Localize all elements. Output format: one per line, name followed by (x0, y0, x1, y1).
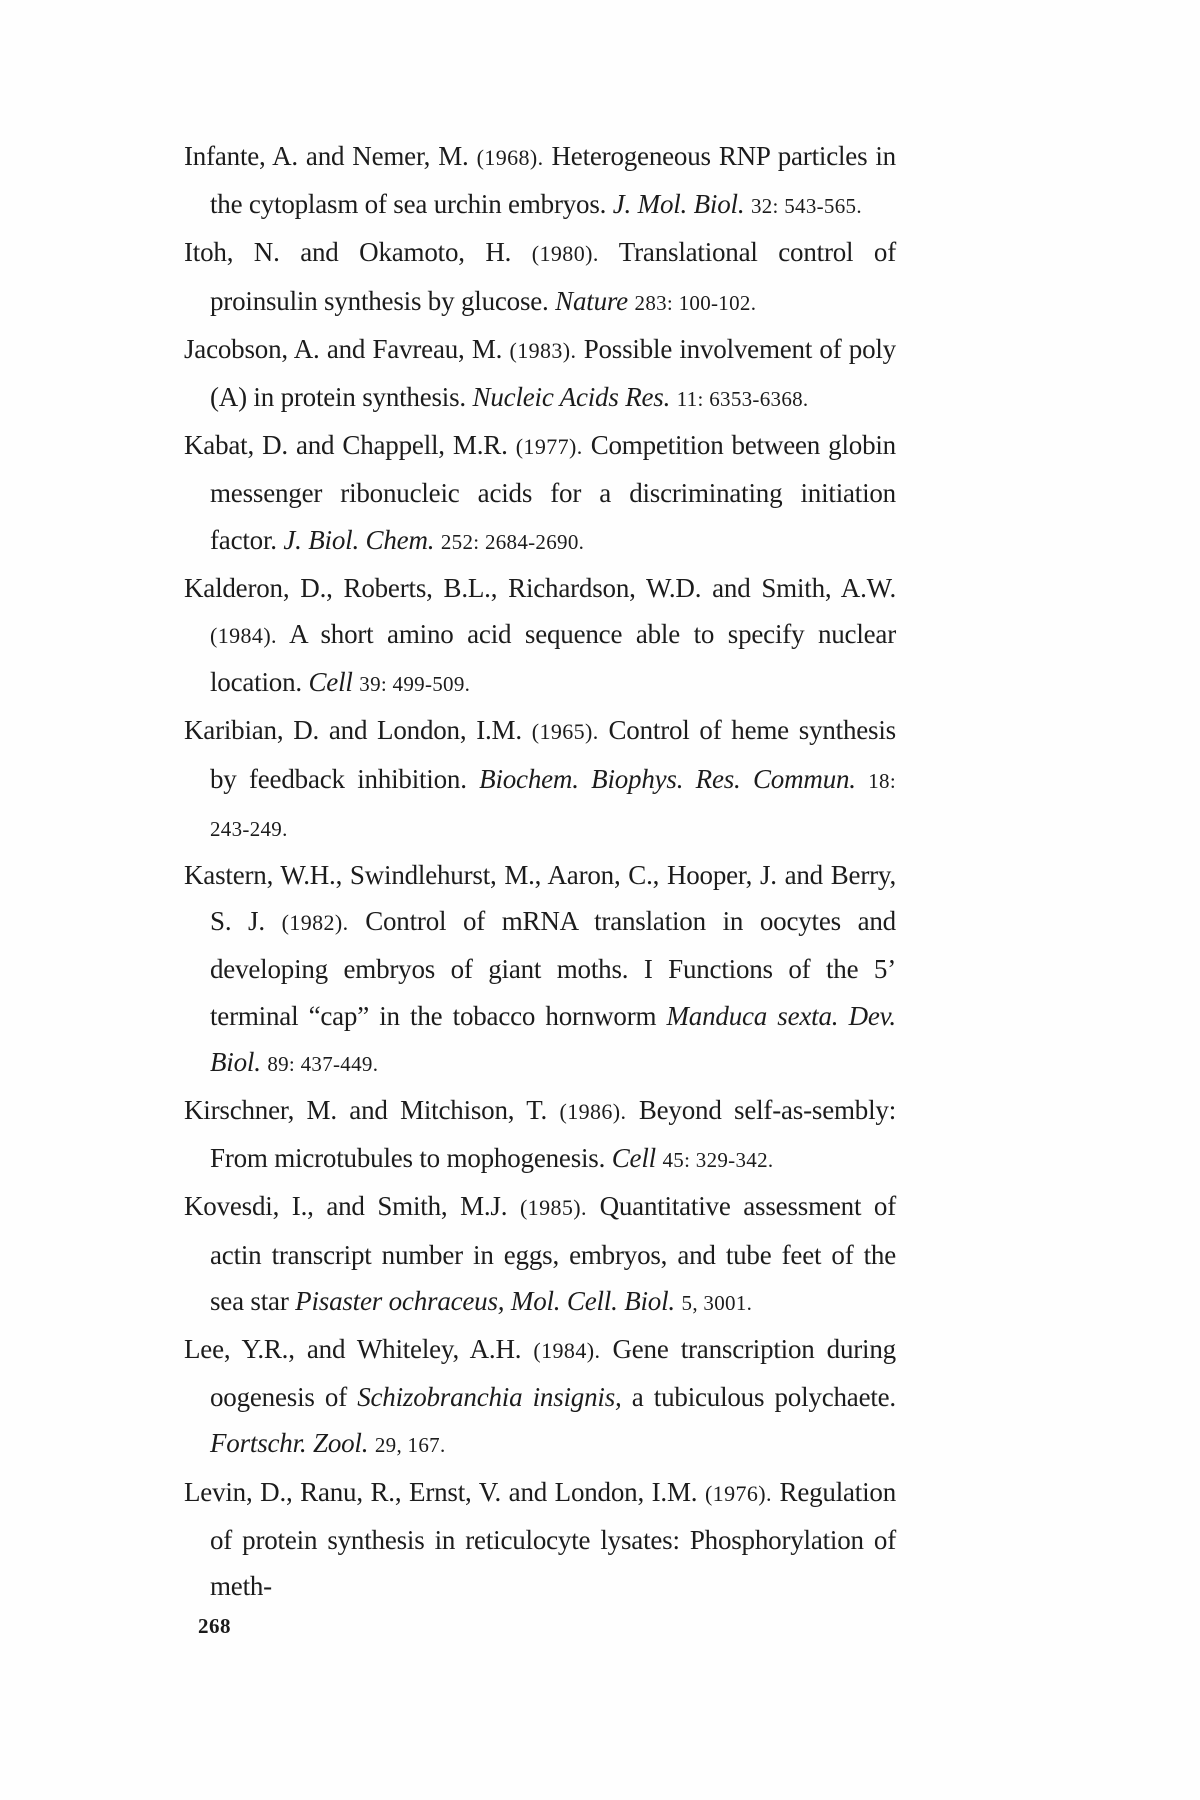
reference-species: Pisaster ochraceus, (295, 1285, 505, 1316)
reference-list (184, 133, 896, 1609)
reference-item (184, 1183, 896, 1326)
reference-year: (1977). (515, 434, 583, 460)
reference-item (184, 565, 896, 708)
reference-item (184, 1087, 896, 1183)
reference-citation: 32: 543-565. (750, 194, 862, 219)
reference-authors: Kastern, W.H., Swindlehurst, M., Aaron, C., Hooper, J. and Berry, S. J. (184, 860, 896, 937)
reference-item (184, 229, 896, 325)
reference-citation: 283: 100-102. (634, 290, 757, 315)
reference-authors: Itoh, N. and Okamoto, H. (184, 237, 512, 268)
reference-year: (1985). (519, 1195, 587, 1221)
reference-journal: J. Mol. Biol. (612, 189, 745, 220)
reference-title: Regulation of protein synthesis in reticulocyte lysates: Phosphorylation of meth- (210, 1476, 897, 1602)
reference-authors: Infante, A. and Nemer, M. (184, 141, 469, 171)
page-number: 268 (198, 1614, 231, 1638)
reference-title: Quantitative assessment of actin transcript number in eggs, embryos, and tube feet of the sea star (210, 1191, 896, 1316)
reference-citation: 45: 329-342. (662, 1148, 774, 1173)
reference-citation: 18: 243-249. (210, 768, 896, 841)
reference-title: Gene transcription during oogenesis of (210, 1334, 896, 1413)
reference-authors: Jacobson, A. and Favreau, M. (184, 333, 503, 364)
reference-year: (1984). (533, 1338, 601, 1364)
reference-citation: 39: 499-509. (359, 672, 471, 697)
reference-item (184, 852, 896, 1087)
reference-year: (1984). (210, 623, 277, 649)
reference-year: (1986). (559, 1099, 627, 1125)
reference-citation: 252: 2684-2690. (440, 529, 585, 554)
reference-citation: 5, 3001. (681, 1290, 753, 1315)
reference-year: (1980). (531, 241, 599, 267)
reference-authors: Lee, Y.R., and Whiteley, A.H. (184, 1334, 522, 1365)
reference-species: Manduca sexta. (666, 1000, 839, 1031)
reference-authors: Kovesdi, I., and Smith, M.J. (184, 1191, 508, 1222)
reference-citation: 11: 6353-6368. (676, 387, 809, 412)
reference-journal: Nucleic Acids Res. (472, 382, 671, 413)
reference-item (184, 326, 896, 422)
reference-item (184, 1469, 896, 1610)
reference-authors: Kabat, D. and Chappell, M.R. (184, 430, 508, 461)
reference-journal: Fortschr. Zool. (210, 1428, 369, 1459)
reference-journal: Mol. Cell. Biol. (510, 1285, 675, 1316)
reference-species: Schizobranchia insignis, (357, 1382, 622, 1413)
reference-journal: J. Biol. Chem. (283, 524, 435, 555)
reference-item (184, 133, 896, 229)
reference-journal: Dev. Biol. (210, 1000, 896, 1077)
reference-citation: 89: 437-449. (267, 1051, 379, 1076)
reference-title: Heterogeneous RNP particles in the cytoplasm of sea urchin embryos. (210, 141, 896, 220)
reference-title: Beyond self-as-sembly: From microtubules to mophogenesis. (210, 1095, 896, 1174)
reference-title-continued: a tubiculous polychaete. (631, 1382, 896, 1413)
reference-citation: 29, 167. (374, 1433, 446, 1458)
reference-authors: Kalderon, D., Roberts, B.L., Richardson, W.D. and Smith, A.W. (184, 572, 896, 603)
reference-year: (1968). (476, 145, 544, 170)
reference-journal: Nature (555, 285, 628, 316)
reference-item (184, 707, 896, 852)
reference-journal: Cell (611, 1143, 656, 1174)
reference-authors: Levin, D., Ranu, R., Ernst, V. and London, I.M. (184, 1476, 698, 1507)
reference-item (184, 422, 896, 565)
reference-title: Possible involvement of poly (A) in protein synthesis. (210, 333, 896, 413)
reference-year: (1976). (704, 1480, 772, 1506)
reference-journal: Biochem. Biophys. Res. Commun. (479, 763, 856, 794)
reference-title: Competition between globin messenger ribonucleic acids for a discriminating initiation factor. (210, 430, 896, 555)
reference-title: Control of heme synthesis by feedback inhibition. (210, 715, 896, 794)
reference-title: Translational control of proinsulin synthesis by glucose. (210, 237, 896, 316)
reference-year: (1982). (281, 910, 349, 936)
reference-authors: Karibian, D. and London, I.M. (184, 715, 522, 746)
reference-journal: Cell (308, 667, 353, 698)
reference-item (184, 1326, 896, 1469)
reference-authors: Kirschner, M. and Mitchison, T. (184, 1095, 548, 1126)
reference-title: Control of mRNA translation in oocytes and developing embryos of giant moths. I Functions of the 5’ terminal “cap” in the tobacco hornworm (210, 906, 896, 1031)
reference-title: A short amino acid sequence able to specify nuclear location. (210, 619, 897, 698)
reference-year: (1965). (531, 719, 599, 745)
reference-year: (1983). (509, 337, 577, 363)
